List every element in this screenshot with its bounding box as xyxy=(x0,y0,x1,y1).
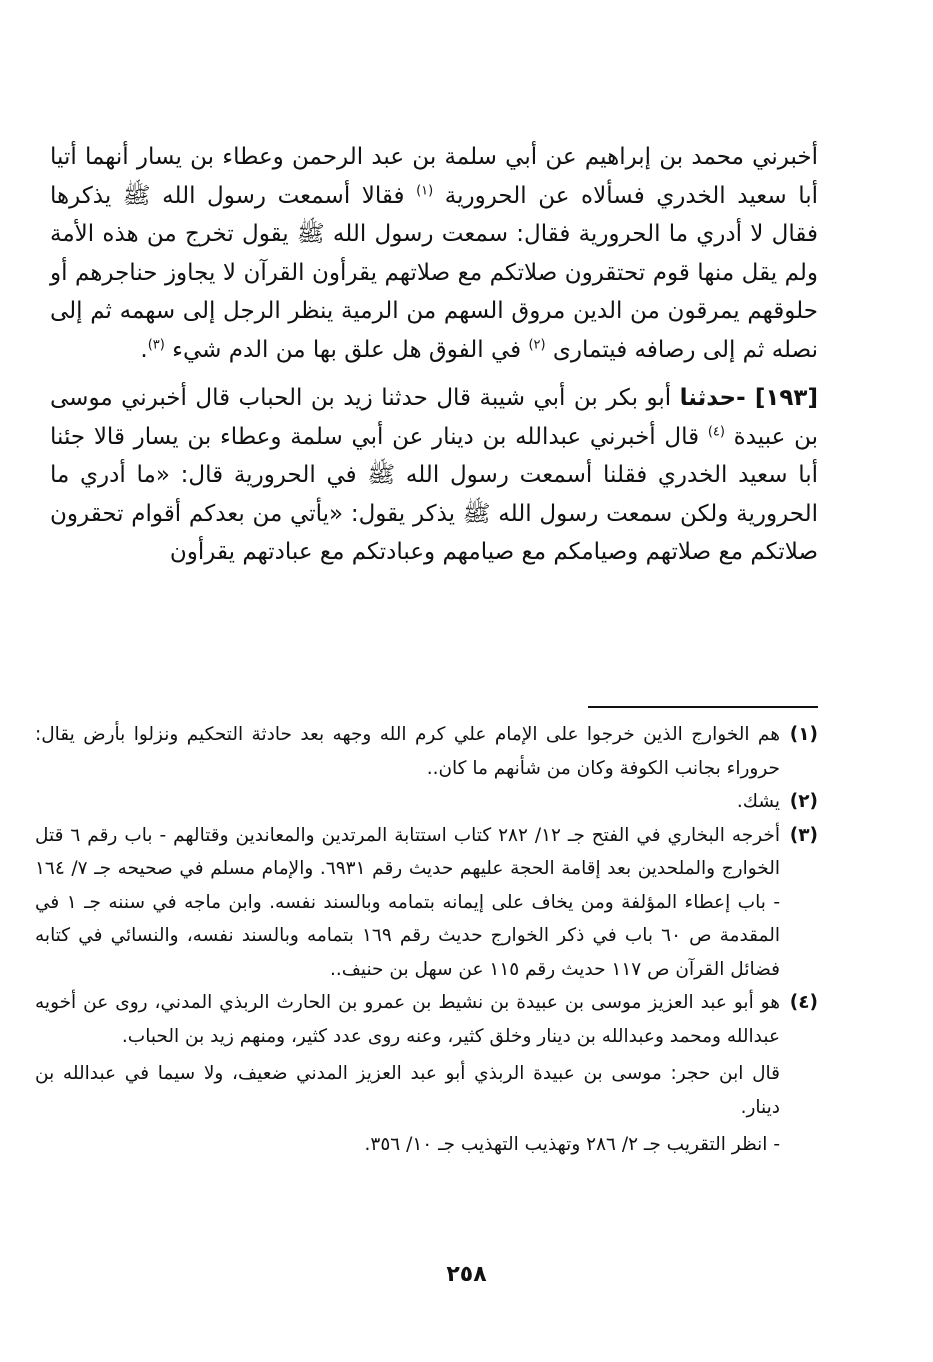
footnote-body xyxy=(35,718,780,785)
paragraph-1-text-a: أخبرني محمد بن إبراهيم عن أبي سلمة بن عبد الرحمن وعطاء بن يسار أنهما أتيا أبا سعيد الخدري فسألاه عن الحرورية xyxy=(50,144,818,209)
footnote-number: (٢) xyxy=(789,791,818,812)
footnote-number: (٤) xyxy=(789,992,818,1013)
footnote-1 xyxy=(35,718,818,785)
footnote-4 xyxy=(35,986,818,1162)
footnote-text: - انظر التقريب جـ ٢/ ٢٨٦ وتهذيب التهذيب جـ ١٠/ ٣٥٦. xyxy=(364,1134,780,1155)
footnote-3 xyxy=(35,819,818,987)
footnote-text: هم الخوارج الذين خرجوا على الإمام علي كرم الله وجهه بعد حادثة التحكيم ونزلوا بأرض يقال: حروراء بجانب الكوفة وكان من شأنهم ما كان.. xyxy=(35,724,780,779)
footnote-text: يشك. xyxy=(736,791,780,812)
footnote-ref-2: (٢) xyxy=(528,336,546,352)
footnote-body xyxy=(35,819,780,987)
footnote-text: قال ابن حجر: موسى بن عبيدة الربذي أبو عبد العزيز المدني ضعيف، ولا سيما في عبدالله بن دينار. xyxy=(35,1063,780,1118)
paragraph-1-text-b: فقالا أسمعت رسول الله ﷺ يذكرها فقال لا أدري ما الحرورية فقال: سمعت رسول الله ﷺ يقول تخرج من هذه الأمة ولم يقل منها قوم تحتقرون صلاتكم مع صلاتهم يقرأون القرآن لا يجاوز حناجرهم أو حلوقهم يمرقون من الدين مروق السهم من الرمية ينظر الرجل إلى سهمه ثم إلى نصله ثم إلى رصافه فيتمارى xyxy=(50,182,818,363)
footnote-text: هو أبو عبد العزيز موسى بن عبيدة بن نشيط بن عمرو بن الحارث الربذي المدني، روى عن أخويه عبدالله ومحمد وعبدالله بن دينار وخلق كثير، وعنه روى عدد كثير، ومنهم زيد بن الحباب. xyxy=(35,992,780,1047)
main-text xyxy=(50,138,818,572)
hadith-number: [١٩٣] - xyxy=(736,385,818,411)
paragraph-1 xyxy=(50,138,818,369)
footnote-ref-4: (٤) xyxy=(707,423,725,439)
haddathana-word: حدثنا xyxy=(679,385,737,411)
footnote-ref-1: (١) xyxy=(416,182,434,198)
footnote-text: أخرجه البخاري في الفتح جـ ١٢/ ٢٨٢ كتاب استتابة المرتدين والمعاندين وقتالهم - باب رقم ٦ قتل الخوارج والملحدين بعد إقامة الحجة عليهم حديث رقم ٦٩٣١. والإمام مسلم في صحيحه جـ ٧/ ١٦٤ - باب إعطاء المؤلفة ومن يخاف على إيمانه بتمامه وبالسند نفسه. وابن ماجه في سننه جـ ١ في المقدمة ص ٦٠ باب في ذكر الخوارج حديث رقم ١٦٩ بتمامه وبالسند نفسه، والنسائي في كتابه فضائل القرآن ص ١١٧ حديث رقم ١١٥ عن سهل بن حنيف.. xyxy=(35,824,780,980)
page-number: ٢٥٨ xyxy=(446,1262,487,1287)
footnote-divider xyxy=(588,706,818,708)
paragraph-2-text-a: أبو بكر بن أبي شيبة قال حدثنا زيد بن الحباب قال أخبرني موسى بن عبيدة xyxy=(50,385,819,450)
paragraph-2 xyxy=(50,379,818,572)
footnote-number: (١) xyxy=(789,724,818,745)
paragraph-2-text-b: قال أخبرني عبدالله بن دينار عن أبي سلمة وعطاء بن يسار قالا جئنا أبا سعيد الخدري فقلنا أسمعت رسول الله ﷺ في الحرورية قال: «ما أدري ما الحرورية ولكن سمعت رسول الله ﷺ يذكر يقول: «يأتي من بعدكم أقوام تحقرون صلاتكم مع صلاتهم وصيامكم مع صيامهم وعبادتكم مع عبادتهم يقرأون xyxy=(50,423,818,565)
footnote-body xyxy=(35,986,780,1162)
footnote-ref-3: (٣) xyxy=(147,336,165,352)
footnote-body xyxy=(35,785,780,819)
footnote-number: (٣) xyxy=(789,824,818,846)
paragraph-1-end: . xyxy=(140,336,148,363)
footnote-2 xyxy=(35,785,818,819)
footnotes-section xyxy=(35,718,818,1162)
paragraph-1-text-c: في الفوق هل علق بها من الدم شيء xyxy=(172,336,522,363)
